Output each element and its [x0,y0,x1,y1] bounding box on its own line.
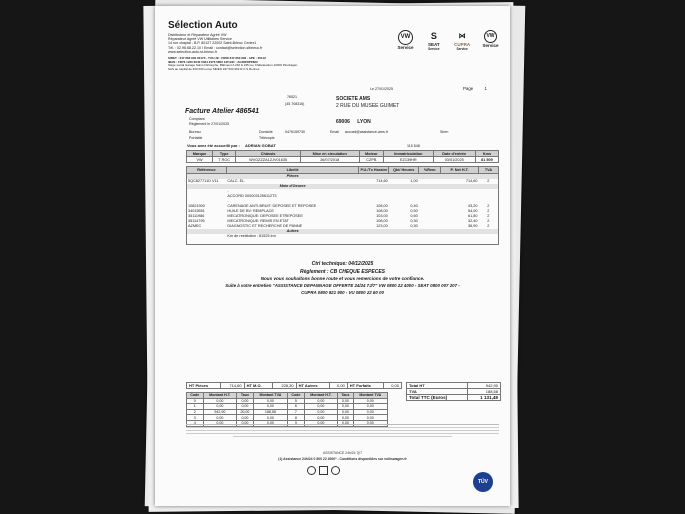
client-city-line [336,119,399,126]
items-body [187,174,499,245]
items-header: %Rem [419,167,441,174]
items-cell-ref: 34015551 [188,209,205,213]
ht-autres-value: 0,00 [329,383,347,389]
vat-cell: 0,00 [353,398,387,404]
items-cell-label: CALC. EL. [227,179,246,183]
footer-logo-icon [319,466,328,475]
vat-cell: 3 [187,415,204,421]
ht-summary-row [187,383,402,389]
items-header-row [187,167,499,174]
items-header: Qté/ Heures [389,167,419,174]
tuv-badge-icon [473,472,493,492]
items-section-label: Main d'Oeuvre [226,184,358,189]
items-cell-pu: 108,00 [376,204,388,208]
ht-pieces-label: HT Pièces [187,383,221,389]
items-cell-tva: 2 [487,204,490,208]
vat-cell: 5 [288,398,305,404]
items-filler-cell [226,239,358,245]
vat-header: Montant TVA [253,393,287,399]
reception-label: Vous avez été accueilli par : [187,143,240,148]
items-cell-pu: 103,00 [376,214,388,218]
vehicle-value: T ROC [213,157,236,163]
vat-cell: 0,00 [203,415,237,421]
items-cell-tva: 2 [487,179,490,183]
invoice-comptant: Comptant [189,117,205,121]
brand-vw-utility [478,30,503,51]
items-cell-qty: 0,60 [410,214,418,218]
vehicle-value: EZ139HR [384,157,433,163]
items-filler-cell [479,239,499,245]
items-cell-ref: AZMEC [188,224,202,228]
vat-cell: 8 [288,415,305,421]
items-cell-qty: 0,30 [410,224,418,228]
vat-cell: 7 [288,409,305,415]
footer-logo-icon [307,466,316,475]
vat-cell: 188,58 [253,409,287,415]
legal-line: SIRET : 347 663 902 00170 - TVA UE : FR08 347 663 902 - APE : 4511Z [168,56,266,60]
items-cell-pu: 108,00 [376,209,388,213]
client-postcode: 69006 [336,119,350,125]
reception-code: 115 548 [407,144,420,148]
vat-header: Montant H.T. [304,393,338,399]
invoice-title: Facture Atelier 486541 [185,108,260,115]
legal-line: Siège social Garage Saint-Christophe, Bâtiment A 240 & 245 rue Châtelaudren 22000 Ploufragan [168,63,298,68]
vat-cell: 0,00 [304,398,338,404]
items-cell-label: MECATRONIQUE: DEPOSEE ETREPOSEE [227,214,303,218]
invoice-sheet [155,6,510,506]
items-cell-label: - [227,189,229,193]
legal-line: SAS au capital de 400 000 euros SIREN 347 663 902 R.C.S Rennes [168,66,260,71]
brand-label: CUPRA [454,42,471,47]
total-ht-value: 942,90 [468,383,501,389]
items-cell-tva: 2 [487,224,490,228]
brand-sub: Service [428,47,440,51]
footer-logos [307,466,340,475]
brand-label: Service [397,45,414,50]
vehicle-header: Mise en circulation [300,151,359,157]
items-cell-qty: 0,50 [410,209,418,213]
client-address [336,96,399,126]
contact-bureau: Bureau [189,130,201,134]
vehicle-header: Immatriculation [384,151,433,157]
vat-cell: 0,00 [253,398,287,404]
items-section-label: Autres [226,229,358,234]
cupra-logo-icon: ⋈ [458,33,466,40]
items-cell-pu: 714,60 [376,179,388,183]
vat-cell: 0,00 [338,404,353,410]
ht-pieces-value: 714,60 [220,383,244,389]
vat-cell: 0 [187,398,204,404]
items-cell-label: DIAGNOSTIC ET RECHERCHE DE PANNE [227,224,303,228]
items-cell-net: 36,90 [468,224,478,228]
items-cell-net: 54,00 [468,209,478,213]
items-cell-qty: 0,30 [410,219,418,223]
reception-line [187,143,276,148]
client-street: 2 RUE DU MUSEE GUIMET [336,103,400,109]
assistance-note-1: Suite à votre entretien "ASSISTANCE DEPANNAGE OFFERTE 24/24 7J/7" VW 0800 22 4000 - SEAT 0800 007 207 - [225,283,460,288]
vat-header: Code [187,393,204,399]
dealer-info [168,33,318,54]
page-label [463,86,487,91]
items-header: TVA [479,167,499,174]
brand-vw [393,30,418,51]
fine-print [186,422,499,439]
vehicle-header: Moteur [359,151,384,157]
items-cell-tva: 2 [487,209,490,213]
totals-box [406,382,501,401]
vat-cell: 0,00 [253,404,287,410]
place-date: Le 27/01/2025 [370,87,393,91]
ttc-label: Total TTC (Euros) [407,395,468,401]
items-cell-tva: 2 [487,219,490,223]
thanks-note: Nous vous souhaitons bonne route et vous remercions de votre confiance. [260,276,425,281]
dealer-legal [168,57,313,71]
items-cell-pu: 123,00 [376,224,388,228]
vat-cell: 0,00 [304,415,338,421]
items-cell-tva: 2 [487,214,490,218]
dealer-line: Distributeur et Réparateur Agréé VW [168,33,227,37]
brand-sub: Service [456,47,468,51]
reception-name: ADRIAN GOBAT [244,143,276,148]
items-cell-label: ACCORD 0000031256112T3 [227,194,277,198]
footer-logo-icon [331,466,340,475]
brand-label: SEAT [427,42,440,47]
items-filler-row [187,239,499,245]
items-table [186,166,499,245]
items-header: Référence [187,167,227,174]
vehicle-header: Châssis [236,151,301,157]
contact-telecopie: Télécopie [259,136,275,140]
vehicle-header: Marque [187,151,213,157]
vat-cell: 0,00 [253,415,287,421]
vat-cell: 0,00 [203,404,237,410]
total-ht-label: Total HT [407,383,468,389]
vehicle-header: Type [213,151,236,157]
brand-seat [421,30,446,51]
dealer-line: 14 rue chaptal - B.P. 80127 22002 Saint-Brieuc Cedex1 [168,41,257,46]
items-cell-net: 714,60 [465,179,478,183]
page-number: 1 [484,86,487,91]
dealer-name: Sélection Auto [168,20,238,31]
items-cell-label: MECATRONIQUE: REMIS EN ETAT [227,219,289,223]
vehicle-table [186,150,499,163]
items-cell-label: - [227,199,229,203]
dealer-line: www.selection-auto-st-brieuc.fr [168,49,218,54]
ht-forfaits-value: 0,00 [384,383,402,389]
dealer-line: Réparateur Agréé VW Utilitaires Service [168,37,232,42]
ttc-value: 1 131,48 [468,395,501,401]
items-cell-label: CARENAGE ANTI-BRUIT: DEPOSEE ET REPOSEE [227,204,317,208]
contact-portable: Portable [189,136,203,140]
tva-value: 188,58 [468,389,501,395]
vehicle-value: VW [187,157,213,163]
brand-cupra [450,30,475,51]
ctrl-technique: Ctrl technique: 04/12/2025 [311,261,374,267]
vat-cell: 0,00 [237,398,254,404]
vat-header: Montant TVA [353,393,387,399]
client-city: LYON [357,119,371,125]
vehicle-header: Date d'entrée [433,151,475,157]
vat-cell: 0,00 [353,404,387,410]
vehicle-value-row [187,157,499,163]
tuv-badge-label: TÜV [478,479,488,485]
assistance-footer-2: (1) Assistance 24h/24 0 800 22 4000* - Conditions disponibles sur volkswagen.fr [278,457,407,461]
items-header: P.U./Tx Horaire [360,168,388,172]
vat-cell: 0,00 [237,415,254,421]
vat-cell: 0,00 [353,409,387,415]
ht-mo-value: 228,30 [272,383,296,389]
assistance-note-2: CUPRA 0800 921 900 - VU 0800 22 60 00 [301,290,384,295]
contact-email: accueil@assistance-ams.fr [345,130,388,134]
vat-header: Montant H.T. [203,393,237,399]
vehicle-value: 81 509 [475,157,498,163]
items-cell-qty: 0,40 [410,204,418,208]
vehicle-value: 03/01/2025 [433,157,475,163]
vat-header: Taux [237,393,254,399]
client-code: 76521 [287,95,297,99]
items-cell-pu: 108,00 [376,219,388,223]
contact-domicile: Domicile [259,130,273,134]
vat-cell: 2 [187,409,204,415]
items-cell-ref: 35111986 [188,214,205,218]
items-section-label: Pièces [226,174,358,180]
vat-header: Taux [338,393,353,399]
vat-cell: 0,00 [304,409,338,415]
page-label-text: Page [463,86,474,91]
client-name: SOCIETE AMS [336,96,371,102]
ht-mo-label: HT M.O. [244,383,272,389]
items-cell-ref: 35114795 [188,219,205,223]
vat-cell: 0,00 [237,404,254,410]
vat-cell: 0,00 [203,398,237,404]
assistance-footer-1: ASSISTANCE 24h/24 7j/7 [323,451,362,455]
vehicle-value: 26/07/2018 [300,157,359,163]
legal-line: IBAN : FR76 1220 6040 0034 2476 5800 135 BIC : AGRIFRPP822 [168,59,258,64]
vat-cell: 0,00 [338,415,353,421]
vat-cell: 20,00 [237,409,254,415]
items-filler-cell [187,239,227,245]
ht-summary [186,382,402,389]
contact-email-label: Email [330,130,339,134]
items-cell-net: 43,20 [468,204,478,208]
items-filler-cell [419,239,441,245]
items-header: Libellé [226,167,358,174]
vehicle-value: WVGZZZA1ZJV01635 [236,157,301,163]
ht-autres-label: HT Autres [296,383,329,389]
seat-logo-icon: S [430,31,437,41]
brand-logos [393,30,503,51]
items-filler-cell [389,239,419,245]
items-filler-cell [441,239,479,245]
dealer-line: Tél. : 02.96.68.22.10 / Email : contact@selection-stbrieuc.fr [168,45,263,50]
vehicle-header: Kms [475,151,498,157]
vat-cell: 0,00 [353,415,387,421]
ttc-row [407,395,501,401]
brand-label: Service [482,43,499,48]
vat-cell: 1 [187,404,204,410]
ht-forfaits-label: HT Forfaits [347,383,383,389]
tva-label: TVA [407,389,468,395]
vehicle-value: CZPB [359,157,384,163]
contact-siren: Siren [440,130,449,134]
vat-cell: 6 [288,404,305,410]
vat-cell: 942,90 [203,409,237,415]
vw-logo-icon: VW [398,30,413,45]
vw-utility-logo-icon: VW [484,30,497,43]
vat-cell: 0,00 [304,404,338,410]
vat-cell: 0,00 [338,398,353,404]
items-filler-cell [359,239,389,245]
items-cell-net: 61,80 [468,214,478,218]
items-header: P. Net H.T. [441,167,479,174]
contact-domicile-value: 0476159730 [285,130,305,134]
vat-header: Code [288,393,305,399]
items-cell-qty: 1,00 [410,179,418,183]
items-cell-ref: 10821900 [188,204,205,208]
items-cell-ref: 5QC827711D V11 [188,179,219,183]
items-cell-label: HUILE DE BV: REMPLACE [227,209,274,213]
invoice-reglement: Règlement le 27/01/2025 [189,122,230,126]
reglement-modes: Règlement : CB CHEQUE ESPECES [299,269,386,275]
items-cell-net: 32,40 [468,219,478,223]
items-cell-label: Km de restitution : 81525 km [227,234,276,238]
ref-code: (45 708316) [285,102,305,106]
vat-cell: 0,00 [338,409,353,415]
